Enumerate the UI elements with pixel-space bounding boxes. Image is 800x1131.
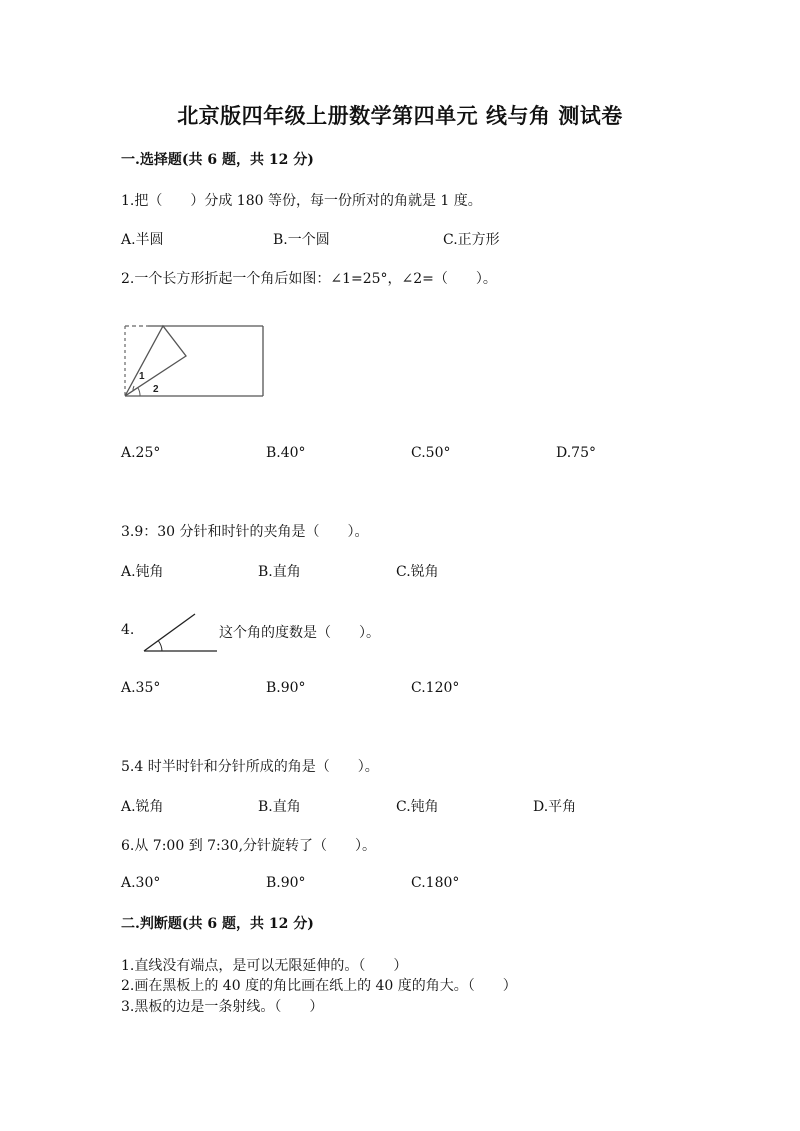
question-6: 6.从 7:00 到 7:30,分针旋转了（ ）。	[121, 838, 377, 854]
q3-option-a[interactable]: A.钝角	[121, 564, 164, 580]
angle-1-label: 1	[139, 371, 145, 382]
question-4: 这个角的度数是（ ）。	[219, 625, 380, 641]
q2-option-d[interactable]: D.75°	[556, 445, 596, 461]
q1-option-c[interactable]: C.正方形	[443, 232, 500, 248]
q4-option-c[interactable]: C.120°	[411, 680, 460, 696]
judgement-item-3: 3.黑板的边是一条射线。（ ）	[121, 999, 324, 1015]
section-2-heading: 二.判断题(共 6 题，共 12 分)	[121, 916, 314, 932]
q5-option-d[interactable]: D.平角	[533, 799, 577, 815]
q2-option-a[interactable]: A.25°	[121, 445, 161, 461]
q6-option-c[interactable]: C.180°	[411, 875, 460, 891]
judgement-item-2: 2.画在黑板上的 40 度的角比画在纸上的 40 度的角大。（ ）	[121, 978, 517, 994]
q3-option-c[interactable]: C.锐角	[396, 564, 439, 580]
q6-option-b[interactable]: B.90°	[266, 875, 306, 891]
folded-rectangle-figure	[120, 320, 266, 400]
q4-option-a[interactable]: A.35°	[121, 680, 161, 696]
q1-option-b[interactable]: B.一个圆	[273, 232, 330, 248]
q5-option-c[interactable]: C.钝角	[396, 799, 439, 815]
question-3: 3.9：30 分针和时针的夹角是（ ）。	[121, 524, 369, 540]
q5-option-a[interactable]: A.锐角	[121, 799, 164, 815]
section-1-heading: 一.选择题(共 6 题，共 12 分)	[121, 152, 314, 168]
q3-option-b[interactable]: B.直角	[258, 564, 301, 580]
judgement-item-1: 1.直线没有端点，是可以无限延伸的。（ ）	[121, 958, 408, 974]
q1-option-a[interactable]: A.半圆	[121, 232, 164, 248]
q4-option-b[interactable]: B.90°	[266, 680, 306, 696]
question-2: 2.一个长方形折起一个角后如图：∠1=25°，∠2=（ ）。	[121, 271, 497, 287]
q2-option-b[interactable]: B.40°	[266, 445, 306, 461]
angle-2-label: 2	[153, 384, 159, 395]
question-1: 1.把（ ）分成 180 等份，每一份所对的角就是 1 度。	[121, 193, 482, 209]
q2-option-c[interactable]: C.50°	[411, 445, 451, 461]
angle-figure	[140, 600, 220, 656]
question-4-number: 4.	[121, 622, 135, 638]
question-5: 5.4 时半时针和分针所成的角是（ ）。	[121, 759, 379, 775]
q6-option-a[interactable]: A.30°	[121, 875, 161, 891]
q5-option-b[interactable]: B.直角	[258, 799, 301, 815]
page-title: 北京版四年级上册数学第四单元 线与角 测试卷	[177, 103, 623, 128]
